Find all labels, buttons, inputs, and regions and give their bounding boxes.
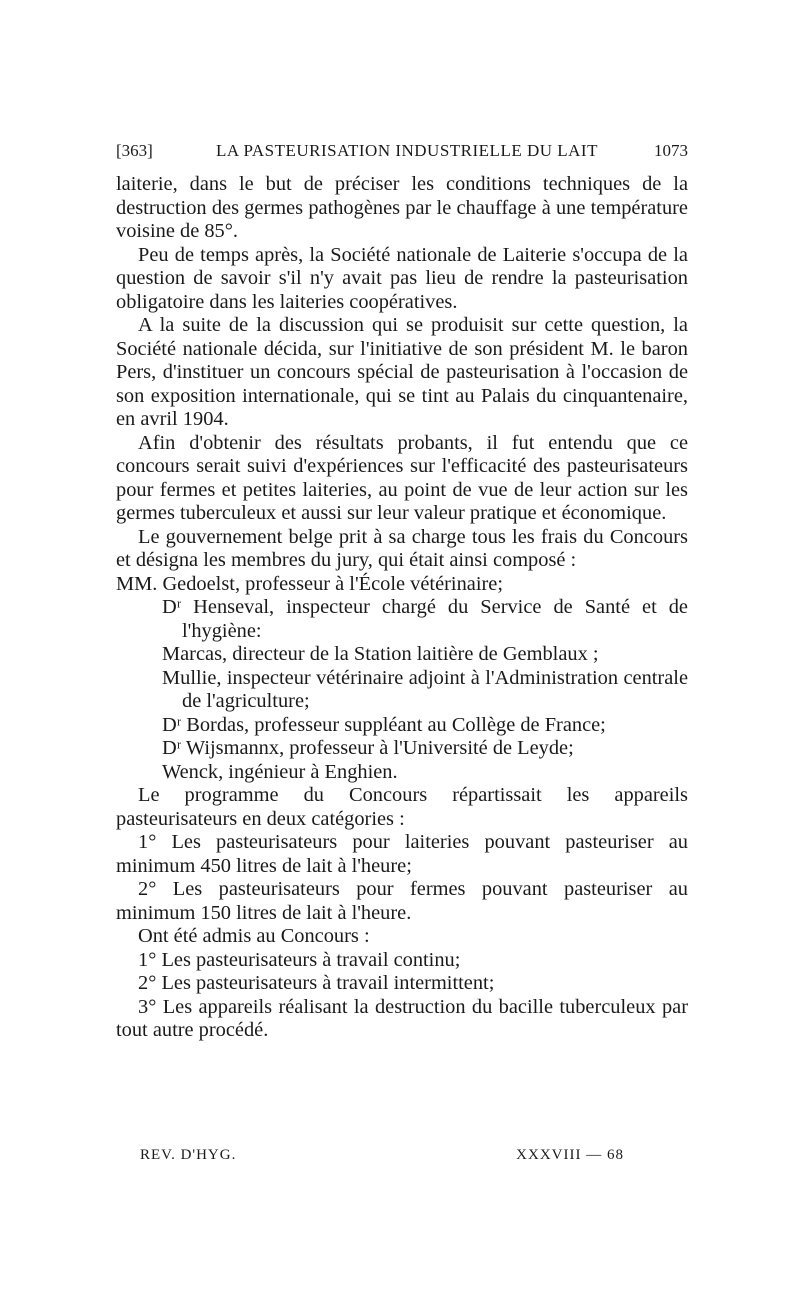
paragraph: Le programme du Concours répartissait les appareils pasteurisateurs en deux catégories : [116, 784, 688, 830]
header-title: LA PASTEURISATION INDUSTRIELLE DU LAIT [216, 141, 598, 160]
paragraph: A la suite de la discussion qui se produisit sur cette question, la Société nationale décida, sur l'initiative de son président M. le baron Pers, d'instituer un concours spécial de pasteurisation à l'occasion de son exposition internationale, qui se tint au Palais du cinquantenaire, en avril 1904. [116, 314, 688, 430]
paragraph: Afin d'obtenir des résultats probants, il fut entendu que ce concours serait suivi d'expériences sur l'efficacité des pasteurisateurs pour fermes et petites laiteries, au point de vue de leur action sur les germes tuberculeux et aussi sur leur valeur pratique et économique. [116, 431, 688, 524]
list-item: 1° Les pasteurisateurs pour laiteries pouvant pasteuriser au minimum 450 litres de lait à l'heure; [116, 831, 688, 877]
jury-member: Dʳ Bordas, professeur suppléant au Collège de France; [162, 713, 606, 736]
jury-list [116, 596, 688, 784]
paragraph: Ont été admis au Concours : [138, 925, 370, 947]
jury-member: Mullie, inspecteur vétérinaire adjoint à l'Administration centrale de l'agriculture; [162, 666, 688, 712]
body-text [116, 173, 688, 1043]
footer-signature: XXXVIII — 68 [516, 1147, 624, 1163]
jury-member: Wenck, ingénieur à Enghien. [162, 760, 398, 783]
header-reference: [363] [116, 141, 153, 160]
jury-member: Marcas, directeur de la Station laitière de Gemblaux ; [162, 643, 599, 665]
list-item: 3° Les appareils réalisant la destruction du bacille tuberculeux par tout autre procédé. [116, 995, 688, 1041]
jury-member: Dʳ Wijsmannx, professeur à l'Université de Leyde; [162, 737, 574, 759]
paragraph: laiterie, dans le but de préciser les conditions techniques de la destruction des germes pathogènes par le chauffage à une température voisine de 85°. [116, 173, 688, 242]
page-number: 1073 [654, 141, 688, 160]
paragraph: Peu de temps après, la Société nationale de Laiterie s'occupa de la question de savoir s'il n'y avait pas lieu de rendre la pasteurisation obligatoire dans les laiteries coopératives. [116, 243, 688, 313]
jury-first-member: MM. Gedoelst, professeur à l'École vétérinaire; [116, 572, 503, 595]
jury-member: Dʳ Henseval, inspecteur chargé du Service de Santé et de l'hygiène: [162, 596, 688, 642]
footer-journal: REV. D'HYG. [140, 1147, 237, 1163]
paragraph: Le gouvernement belge prit à sa charge tous les frais du Concours et désigna les membres du jury, qui était ainsi composé : [116, 525, 688, 571]
list-item: 2° Les pasteurisateurs à travail intermittent; [138, 972, 495, 994]
list-item: 1° Les pasteurisateurs à travail continu; [138, 948, 461, 971]
list-item: 2° Les pasteurisateurs pour fermes pouvant pasteuriser au minimum 150 litres de lait à l'heure. [116, 878, 688, 924]
